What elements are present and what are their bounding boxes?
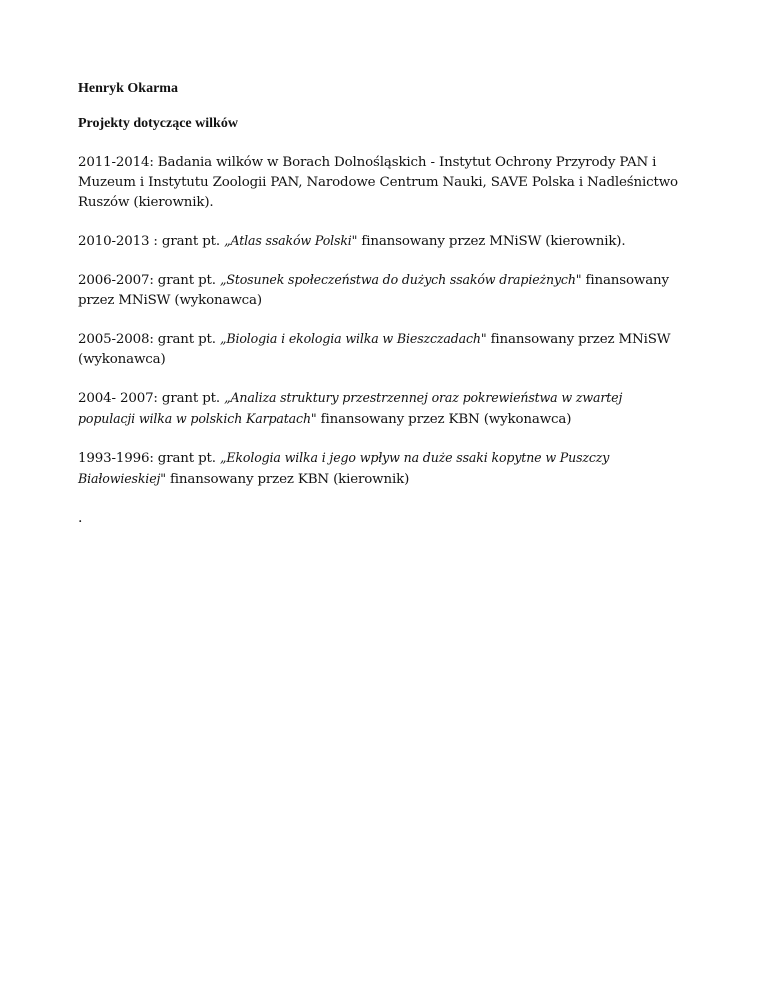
project-title: „Biologia i ekologia wilka w Bieszczadach": [219, 331, 487, 346]
project-prefix: 2005-2008: grant pt.: [78, 332, 220, 347]
project-title: „Stosunek społeczeństwa do dużych ssaków drapieżnych": [219, 272, 582, 287]
project-prefix: 2010-2013 : grant pt.: [78, 234, 225, 249]
project-item: [78, 153, 678, 213]
document-page: [78, 80, 678, 528]
project-prefix: 2004- 2007: grant pt.: [78, 391, 225, 406]
project-item: [78, 448, 678, 490]
trailing-period: .: [78, 510, 83, 526]
project-item: [78, 329, 678, 370]
project-prefix: 2006-2007: grant pt.: [78, 273, 220, 288]
project-item: [78, 270, 678, 311]
project-item: [78, 231, 678, 252]
project-text: 2011-2014: Badania wilków w Borach Dolnośląskich - Instytut Ochrony Przyrody PAN i Muzeum i Instytutu Zoologii PAN, Narodowe Centrum Nauki, SAVE Polska i Nadleśnictwo Ruszów (kierownik).: [78, 155, 678, 210]
project-suffix: finansowany przez MNiSW (wykonawca): [78, 332, 671, 367]
project-suffix: finansowany przez KBN (wykonawca): [316, 412, 572, 427]
project-suffix: finansowany przez MNiSW (kierownik).: [357, 234, 626, 249]
author-name: Henryk Okarma: [78, 81, 178, 96]
project-suffix: finansowany przez KBN (kierownik): [165, 472, 410, 487]
project-item: [78, 388, 678, 430]
section-title: Projekty dotyczące wilków: [78, 116, 238, 131]
project-prefix: 1993-1996: grant pt.: [78, 451, 220, 466]
project-title: „Ekologia wilka i jego wpływ na duże ssaki kopytne w Puszczy Białowieskiej": [78, 450, 610, 486]
project-suffix: finansowany przez MNiSW (wykonawca): [78, 273, 669, 308]
project-title: „Analiza struktury przestrzennej oraz pokrewieństwa w zwartej populacji wilka w polskich Karpatach": [78, 390, 623, 426]
project-title: „Atlas ssaków Polski": [224, 233, 358, 248]
